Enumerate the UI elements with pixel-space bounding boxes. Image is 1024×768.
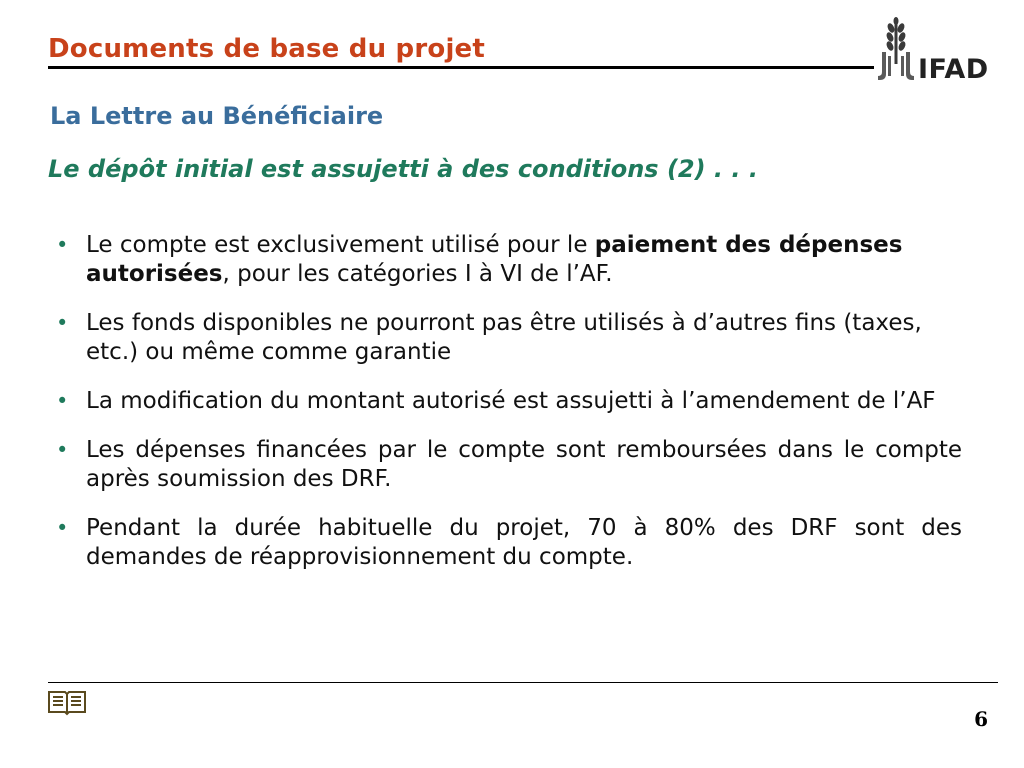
bullet-dot-icon: • — [56, 438, 69, 462]
bullet-item-3 — [48, 387, 962, 416]
bullet-list — [48, 231, 962, 592]
bullet-text-1-before: Le compte est exclusivement utilisé pour le — [86, 232, 595, 258]
bullet-item-1 — [48, 231, 962, 289]
bullet-text-1-bold: paiement des dépenses autorisées — [86, 232, 903, 287]
ifad-logo-text: IFAD — [918, 54, 989, 85]
bullet-item-2 — [48, 309, 962, 367]
ifad-logo — [876, 16, 1000, 86]
bullet-dot-icon: • — [56, 389, 69, 413]
header-divider — [48, 66, 874, 69]
bullet-dot-icon: • — [56, 233, 69, 257]
bullet-text-3: La modification du montant autorisé est assujetti à l’amendement de l’AF — [86, 388, 936, 414]
bullet-text-5: Pendant la durée habituelle du projet, 70 à 80% des DRF sont des demandes de réapprovisionnement du compte. — [86, 515, 962, 570]
bullet-text-2: Les fonds disponibles ne pourront pas être utilisés à d’autres fins (taxes, etc.) ou même comme garantie — [86, 310, 922, 365]
page-number: 6 — [974, 707, 988, 731]
bullet-dot-icon: • — [56, 311, 69, 335]
bullet-item-4 — [48, 436, 962, 494]
bullet-text-4: Les dépenses financées par le compte sont remboursées dans le compte après soumission des DRF. — [86, 437, 962, 492]
page-title: Documents de base du projet — [48, 34, 486, 64]
book-icon — [46, 688, 88, 716]
bullet-item-5 — [48, 514, 962, 572]
slide-heading: Le dépôt initial est assujetti à des conditions (2) . . . — [48, 155, 758, 183]
bullet-dot-icon: • — [56, 516, 69, 540]
ifad-wheat-emblem-icon — [876, 16, 916, 86]
section-subtitle: La Lettre au Bénéficiaire — [50, 102, 384, 130]
bullet-text-1-after: , pour les catégories I à VI de l’AF. — [222, 261, 613, 287]
footer-divider — [48, 682, 998, 683]
